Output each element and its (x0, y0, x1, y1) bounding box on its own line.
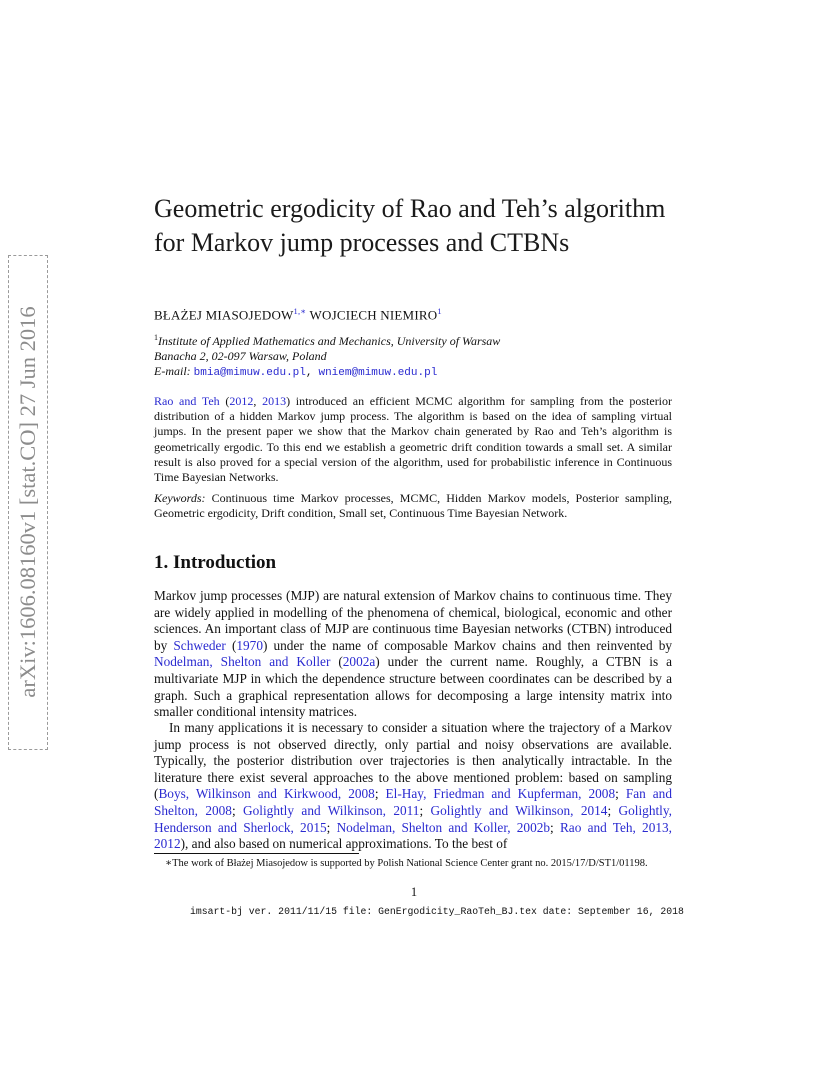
citation-link[interactable]: 2002a (342, 654, 376, 670)
paragraph-text: In many applications it is necessary to consider a situation where the trajectory of a Markov jump process is not observed directly, only partial and noisy observations are available. Typically, the posterior distribution over trajectories is then analytically intractable. In the literature there exist several approaches to the above mentioned problem: based on sampling ( (154, 720, 672, 802)
affiliation-institute: Institute of Applied Mathematics and Mechanics, University of Warsaw (158, 334, 501, 348)
keywords (154, 491, 672, 521)
paragraph-text: ), and also based on numerical approximations. To the best of (180, 836, 508, 852)
paragraph (154, 720, 672, 853)
footnote-rule (154, 853, 359, 854)
paragraph-text: ) under the current name. Roughly, a CTBN is a multivariate MJP in which the dependence structure between coordinates can be described by a graph. Such a graphical representation allows for decomposing a large intensity matrix into smaller conditional intensity matrices. (154, 654, 672, 720)
citation-link[interactable]: El-Hay, Friedman and Kupferman, 2008 (385, 786, 616, 802)
citation-link[interactable]: Golightly and Wilkinson, 2011 (243, 802, 420, 818)
author-list (154, 306, 674, 323)
email-link[interactable]: wniem@mimuw.edu.pl (318, 367, 438, 379)
citation-link[interactable]: Golightly, Henderson and Sherlock, 2015 (154, 802, 672, 835)
page-number: 1 (410, 885, 418, 899)
email-separator: , (305, 367, 313, 379)
citation-link[interactable]: Fan and Shelton, 2008 (154, 786, 672, 818)
arxiv-identifier: arXiv:1606.08160v1 [stat.CO] 27 Jun 2016 (15, 306, 40, 698)
abstract-text: ( (219, 394, 230, 408)
citation-separator: ; (615, 786, 626, 802)
citation-link[interactable]: Rao and Teh (154, 394, 220, 408)
citation-link[interactable]: Nodelman, Shelton and Koller, 2002b (336, 819, 551, 835)
document-footer: imsart-bj ver. 2011/11/15 file: GenErgodicity_RaoTeh_BJ.tex date: September 16, 2018 (190, 906, 684, 917)
section-heading: 1. Introduction (154, 552, 277, 573)
citation-link[interactable]: 1970 (236, 637, 263, 653)
affiliation-number: 1 (154, 333, 158, 342)
citation-link[interactable]: 2013 (262, 394, 287, 408)
affiliation (154, 330, 674, 381)
paragraph (154, 588, 672, 721)
abstract-text: , (253, 394, 263, 408)
affiliation-mark[interactable]: 1 (437, 306, 442, 316)
paragraph-text: ) under the name of composable Markov chains and then reinvented by (262, 637, 672, 653)
citation-separator: ; (326, 819, 337, 835)
arxiv-stamp (8, 255, 48, 750)
paragraph-text: ( (330, 654, 343, 670)
citation-separator: ; (607, 802, 619, 818)
citation-separator: ; (550, 819, 560, 835)
citation-link[interactable]: Rao and Teh, 2013, 2012 (154, 819, 672, 852)
affiliation-address: Banacha 2, 02-097 Warsaw, Poland (154, 349, 327, 363)
author-name: WOJCIECH NIEMIRO (309, 307, 438, 323)
keywords-label: Keywords: (154, 491, 206, 505)
affiliation-mark[interactable]: 1,∗ (293, 306, 307, 316)
citation-separator: ; (231, 802, 244, 818)
footnote: ∗The work of Błażej Miasojedow is supported by Polish National Science Center grant no. 2015/17/D/ST1/01198. (165, 858, 648, 869)
author-name: BŁAŻEJ MIASOJEDOW (154, 307, 294, 323)
citation-link[interactable]: Boys, Wilkinson and Kirkwood, 2008 (158, 786, 375, 802)
email-link[interactable]: bmia@mimuw.edu.pl (193, 367, 306, 379)
citation-link[interactable]: 2012 (229, 394, 254, 408)
paragraph-text: ( (225, 637, 237, 653)
email-label: E-mail: (154, 364, 191, 378)
abstract-text: ) introduced an efficient MCMC algorithm for sampling from the posterior distribution of a hidden Markov jump process. The algorithm is based on the idea of sampling virtual jumps. In the present paper we show that the Markov chain generated by Rao and Teh’s algorithm is geometrically ergodic. To this end we establish a geometric drift condition towards a small set. A similar result is also proved for a special version of the algorithm, used for probabilistic inference in Continuous Time Bayesian Networks. (154, 394, 673, 485)
abstract (154, 394, 672, 485)
citation-link[interactable]: Schweder (173, 637, 226, 653)
paragraph-text: Markov jump processes (MJP) are natural extension of Markov chains to continuous time. They are widely applied in modelling of the phenomena of chemical, biological, economic and other sciences. An important class of MJP are continuous time Bayesian networks (CTBN) introduced by (154, 588, 672, 653)
paper-title: Geometric ergodicity of Rao and Teh’s algorithm for Markov jump processes and CTBNs (154, 194, 666, 257)
citation-link[interactable]: Golightly and Wilkinson, 2014 (430, 802, 608, 818)
citation-link[interactable]: Nodelman, Shelton and Koller (154, 654, 331, 670)
citation-separator: ; (419, 802, 431, 818)
keywords-text: Continuous time Markov processes, MCMC, Hidden Markov models, Posterior sampling, Geometric ergodicity, Drift condition, Small set, Continuous Time Bayesian Network. (154, 491, 672, 521)
citation-separator: ; (374, 786, 386, 802)
